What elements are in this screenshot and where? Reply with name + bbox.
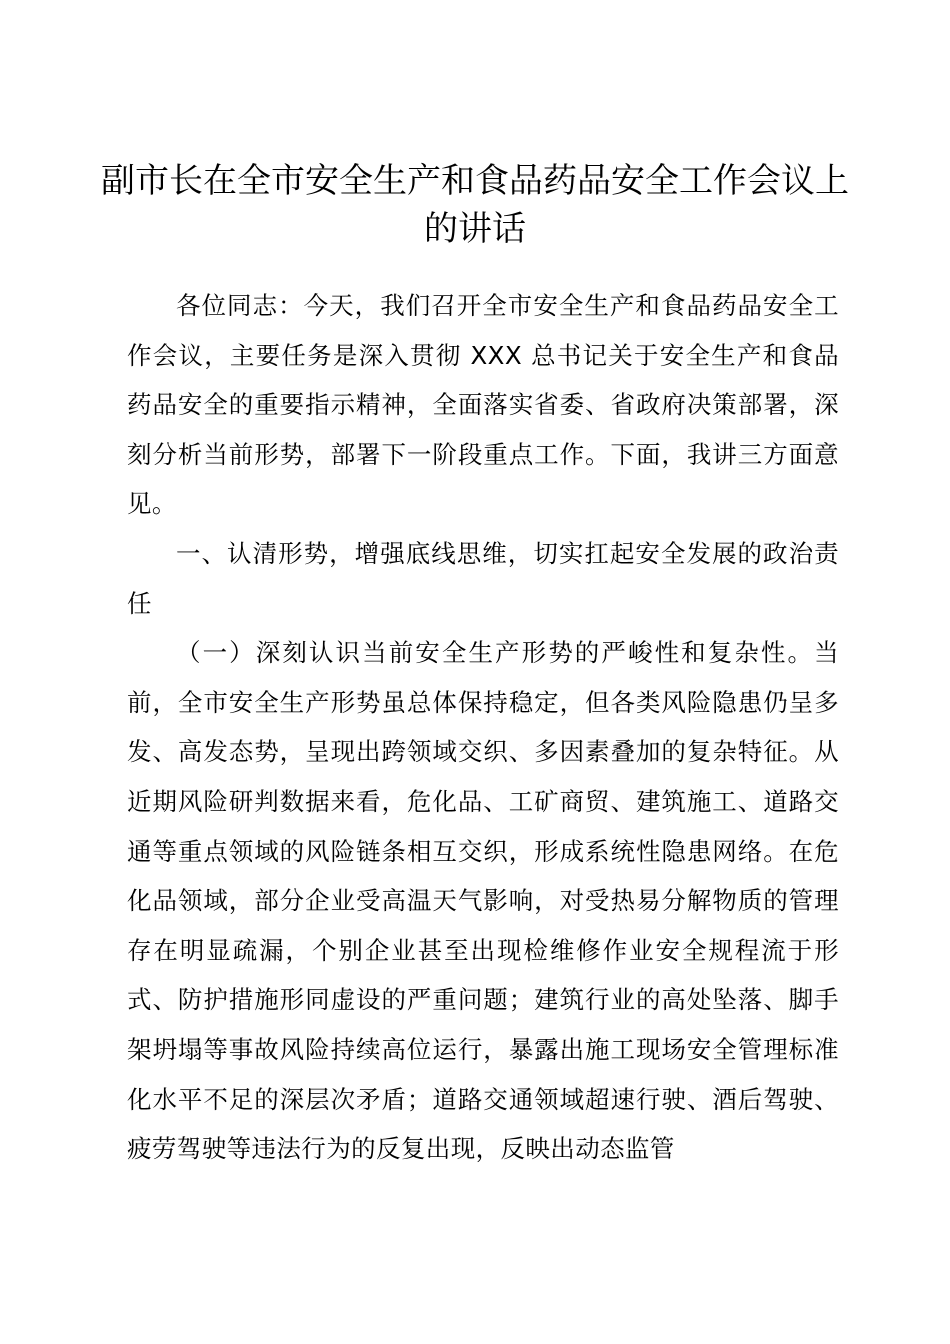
document-title: 副市长在全市安全生产和食品药品安全工作会议上的讲话	[101, 161, 849, 249]
document-body	[127, 281, 839, 1174]
paragraph-opening: 各位同志：今天，我们召开全市安全生产和食品药品安全工作会议，主要任务是深入贯彻 XXX 总书记关于安全生产和食品药品安全的重要指示精神，全面落实省委、省政府决策部署，深刻分析当前形势，部署下一阶段重点工作。下面，我讲三方面意见。	[127, 291, 839, 519]
paragraph-subsection: （一）深刻认识当前安全生产形势的严峻性和复杂性。当前，全市安全生产形势虽总体保持稳定，但各类风险隐患仍呈多发、高发态势，呈现出跨领域交织、多因素叠加的复杂特征。从近期风险研判数据来看，危化品、工矿商贸、建筑施工、道路交通等重点领域的风险链条相互交织，形成系统性隐患网络。在危化品领域，部分企业受高温天气影响，对受热易分解物质的管理存在明显疏漏，个别企业甚至出现检维修作业安全规程流于形式、防护措施形同虚设的严重问题；建筑行业的高处坠落、脚手架坍塌等事故风险持续高位运行，暴露出施工现场安全管理标准化水平不足的深层次矛盾；道路交通领域超速行驶、酒后驾驶、疲劳驾驶等违法行为的反复出现，反映出动态监管	[127, 638, 839, 1164]
paragraph-section-heading: 一、认清形势，增强底线思维，切实扛起安全发展的政治责任	[127, 538, 839, 618]
